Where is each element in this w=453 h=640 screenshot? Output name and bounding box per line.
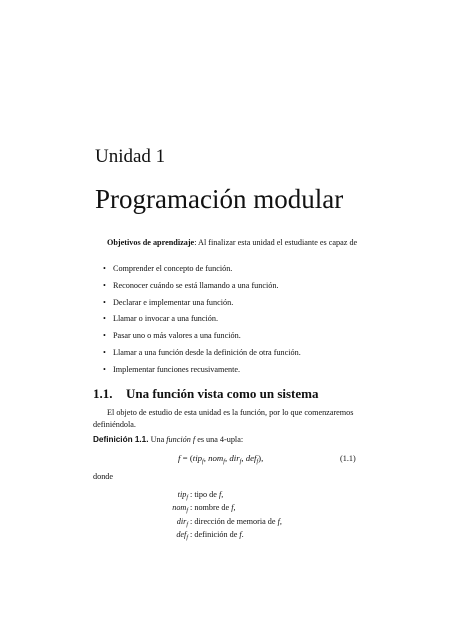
section-heading	[93, 386, 319, 402]
equation-lhs: f	[178, 453, 181, 463]
definition-post: es una 4-upla:	[197, 435, 244, 444]
equation-eq: = (	[180, 453, 193, 463]
definition-pre: Una	[150, 435, 165, 444]
bullet-icon: •	[103, 280, 106, 290]
list-item	[103, 313, 363, 330]
equation-number: (1.1)	[340, 454, 356, 463]
list-item-text: Llamar a una función desde la definición de otra función.	[113, 347, 301, 357]
section-title: Una función vista como un sistema	[126, 386, 319, 401]
definition-row-text: : nombre de	[190, 503, 232, 513]
list-item-text: Llamar o invocar a una función.	[113, 314, 219, 324]
bullet-icon: •	[103, 347, 106, 357]
definition-row-end: ,	[221, 490, 224, 499]
bullet-icon: •	[103, 297, 106, 307]
definition-row	[150, 529, 282, 542]
definition-row-text: : dirección de memoria de	[190, 516, 278, 526]
objectives-list	[103, 263, 363, 381]
equation-term-nom: nom	[208, 453, 224, 463]
section-number: 1.1.	[93, 386, 113, 401]
definition-row-var: f	[218, 490, 222, 499]
equation-close: ),	[258, 453, 264, 463]
definition-row	[150, 489, 282, 502]
definition-row-text: : tipo de	[190, 490, 219, 499]
equation-term-def: def	[245, 453, 257, 463]
bullet-icon: •	[103, 364, 106, 374]
definition-row-var: f	[239, 529, 242, 539]
bullet-icon: •	[103, 314, 106, 324]
chapter-label: Unidad 1	[95, 146, 166, 167]
list-item-text: Implementar funciones recusivamente.	[113, 364, 241, 374]
equation-term-dir: dir	[229, 453, 240, 463]
definition-row-symbol: tip$_f$	[177, 490, 188, 501]
definition-row	[150, 516, 282, 529]
list-item-text: Comprender el concepto de función.	[113, 264, 233, 273]
equation-sub: f	[223, 459, 225, 465]
equation	[178, 453, 263, 465]
list-item-text: Declarar e implementar una función.	[113, 297, 234, 307]
definition-row-end: .	[241, 529, 244, 539]
section-paragraph: El objeto de estudio de esta unidad es la función, por lo que comenzaremos definiéndola.	[93, 408, 354, 429]
definition-head: Definición 1.1.	[93, 435, 149, 444]
list-item-text: Reconocer cuándo se está llamando a una función.	[113, 280, 279, 290]
equation-sep: ,	[241, 453, 246, 463]
objectives-heading: Objetivos de aprendizaje	[107, 238, 195, 247]
objectives-text: : Al finalizar esta unidad el estudiante es capaz de	[194, 238, 358, 247]
list-item	[103, 347, 363, 364]
equation-sub: f	[239, 459, 242, 465]
definition-row-text: : definición de	[190, 529, 240, 539]
definition	[93, 435, 243, 444]
list-item	[103, 297, 363, 314]
donde-text: donde	[93, 472, 114, 481]
equation-sep: ,	[203, 453, 209, 463]
definition-row-var: f	[231, 503, 234, 513]
list-item	[103, 263, 363, 280]
equation-sep: ,	[224, 453, 230, 463]
definition-row-symbol: def$_f$	[176, 529, 188, 541]
definition-row-symbol: dir$_f$	[176, 516, 188, 528]
chapter-title: Programación modular	[95, 184, 344, 214]
definition-row-end: ,	[233, 503, 236, 513]
definition-row-end: ,	[279, 516, 282, 526]
definition-row	[150, 502, 282, 515]
equation-sub: f	[202, 459, 204, 465]
objectives-paragraph	[93, 236, 365, 250]
definition-row-var: f	[277, 516, 280, 526]
definition-term: función	[166, 435, 191, 444]
list-item	[103, 280, 363, 297]
definition-var: f	[192, 435, 196, 444]
list-item	[103, 330, 363, 347]
list-item-text: Pasar uno o más valores a una función.	[113, 331, 241, 341]
definition-row-symbol: nom$_f$	[172, 503, 188, 515]
list-item	[103, 364, 363, 381]
bullet-icon: •	[103, 264, 106, 273]
bullet-icon: •	[103, 331, 106, 341]
equation-term-tip: tip	[192, 453, 203, 463]
definition-list	[150, 489, 282, 542]
equation-sub: f	[256, 459, 259, 465]
